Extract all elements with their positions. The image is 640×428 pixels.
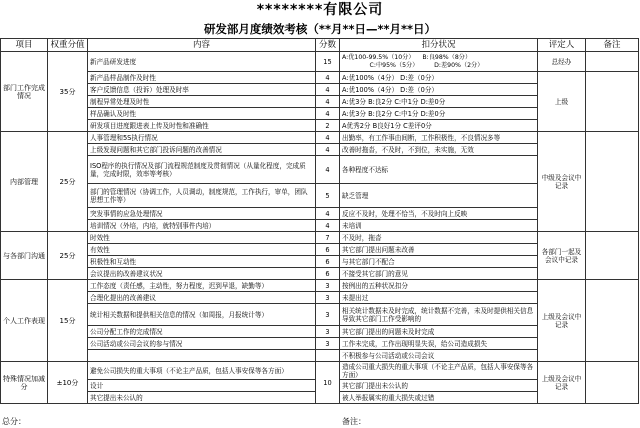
item-content: 设计 [88, 380, 316, 392]
item-score: 3 [316, 280, 340, 292]
remark-cell[interactable] [586, 280, 639, 362]
item-content: 样品确认及时性 [88, 108, 316, 120]
item-deduction: A优秀2分 B良好1分 C差评0分 [340, 120, 538, 132]
item-deduction: 反应不及时，处理不恰当，不及时向上反映 [340, 208, 538, 220]
header-weight: 权重分值 [48, 39, 88, 52]
note-label: 备注： [342, 417, 366, 426]
group-weight: 15分 [48, 280, 88, 362]
item-content: 新产品研发进度 [88, 52, 316, 72]
remark-cell[interactable] [586, 72, 639, 132]
header-score: 分数 [316, 39, 340, 52]
remark-cell[interactable] [586, 132, 639, 232]
item-score: 4 [316, 132, 340, 144]
item-content: 公司活动或公司会议的参与情况 [88, 338, 316, 350]
reviewer: 上级及会议中记录 [538, 280, 586, 362]
item-content: 培训情况（外培，内培，就特别事件内培） [88, 220, 316, 232]
item-score: 3 [316, 304, 340, 326]
item-deduction: 按例出的五种状况扣分 [340, 280, 538, 292]
item-deduction: 其它部门提出问题未改善 [340, 244, 538, 256]
item-deduction: 不积极参与公司活动或公司会议 [340, 350, 538, 362]
item-content: 突发事情的应急处理情况 [88, 208, 316, 220]
item-content: 研发项目进度跟进表上传及时性和准确性 [88, 120, 316, 132]
item-score: 6 [316, 256, 340, 268]
group-weight: 35分 [48, 52, 88, 132]
item-content: 合理化提出的改善建议 [88, 292, 316, 304]
item-content: 避免公司损失的重大事项（不论主产品质，包括人事安保等各方面） [88, 362, 316, 380]
item-content [88, 350, 316, 362]
total-label: 总分： [2, 417, 26, 426]
reviewer: 各部门一起及会议中记录 [538, 232, 586, 280]
reviewer: 中级及会议中记录 [538, 132, 586, 232]
evaluation-table [0, 38, 639, 404]
item-deduction: 未提出过 [340, 292, 538, 304]
header-content: 内容 [88, 39, 316, 52]
reviewer: 上级 [538, 72, 586, 132]
header-remark: 备注 [586, 39, 639, 52]
group-name: 个人工作表现 [1, 280, 48, 362]
item-content: 积极性和互动性 [88, 256, 316, 268]
item-deduction: 造成公司重大损失的重大事项（不论主产品质，包括人事安保等各方面） [340, 362, 538, 380]
item-deduction: 相关统计数据未及时完成，统计数据不完善，未及时提供相关信息导致其它部门工作受影响的 [340, 304, 538, 326]
item-deduction: 工作未完成，工作出现明显失误，给公司造成损失 [340, 338, 538, 350]
item-content: 制程异常处理及时性 [88, 96, 316, 108]
item-content: 时效性 [88, 232, 316, 244]
item-deduction: 改善时拖沓，不及时，不到位，未实施，无效 [340, 144, 538, 156]
item-content: 会议提出的改善建议状况 [88, 268, 316, 280]
reviewer: 上级及会议中记录 [538, 362, 586, 404]
remark-cell[interactable] [586, 362, 639, 404]
item-deduction: 未培训 [340, 220, 538, 232]
item-score: 7 [316, 232, 340, 244]
item-content: 新产品样品制作及时性 [88, 72, 316, 84]
item-deduction: 缺乏管理 [340, 184, 538, 208]
group-name: 内部管理 [1, 132, 48, 232]
item-content: 有效性 [88, 244, 316, 256]
item-content: 统计相关数据和提供相关信息的情况（如周报，月报统计等） [88, 304, 316, 326]
item-score: 4 [316, 96, 340, 108]
item-content: ISO程序的执行情况及部门流程规范制度及贯彻情况（从量化程度，完成质量，完成时限，效率等考核） [88, 156, 316, 184]
item-score: 6 [316, 244, 340, 256]
company-name: ********有限公司 [256, 2, 384, 18]
item-content: 工作态度（责任感，主动性，努力程度，迟到早退，缺勤等） [88, 280, 316, 292]
item-deduction: A:优100-99.5%（10分） B:良98%（8分） C:中95%（5分） D:差90%（2分） [340, 52, 538, 72]
reviewer: 总经办 [538, 52, 586, 72]
header-project: 项目 [1, 39, 48, 52]
item-deduction: 不接受其它部门的意见 [340, 268, 538, 280]
item-deduction: 各种程度不达标 [340, 156, 538, 184]
remark-cell[interactable] [586, 52, 639, 72]
item-score: 4 [316, 84, 340, 96]
item-content: 客户反馈信息（投诉）处理及时率 [88, 84, 316, 96]
item-score: 6 [316, 268, 340, 280]
remark-cell[interactable] [586, 232, 639, 280]
item-content: 其它提出未公认的 [88, 392, 316, 404]
group-weight: 25分 [48, 132, 88, 232]
item-deduction: A:优100%（4分） D:差（0分） [340, 72, 538, 84]
group-name: 特殊情况加减分 [1, 362, 48, 404]
item-deduction: 被人举报属实的重大损失或过错 [340, 392, 538, 404]
group-name: 与各部门沟通 [1, 232, 48, 280]
item-score: 4 [316, 156, 340, 184]
group-weight: ±10分 [48, 362, 88, 404]
item-score: 5 [316, 184, 340, 208]
item-content: 公司分配工作的完成情况 [88, 326, 316, 338]
item-score: 4 [316, 208, 340, 220]
item-content: 人事管理和5S执行情况 [88, 132, 316, 144]
item-score: 10 [316, 362, 340, 404]
item-score: 4 [316, 144, 340, 156]
item-score: 4 [316, 108, 340, 120]
item-content: 上级发现问题和其它部门投诉问题的改善情况 [88, 144, 316, 156]
item-score: 15 [316, 52, 340, 72]
item-deduction: 其它部门提出未公认的 [340, 380, 538, 392]
item-score [316, 350, 340, 362]
item-content: 部门的管理情况（协调工作，人员调动，制度规范，工作执行，审单，团队思想工作等） [88, 184, 316, 208]
item-score: 2 [316, 120, 340, 132]
item-deduction: A:优100%（4分） D:差（0分） [340, 84, 538, 96]
item-score: 3 [316, 326, 340, 338]
group-weight: 25分 [48, 232, 88, 280]
item-deduction: 不及时，拖沓 [340, 232, 538, 244]
item-deduction: 与其它部门不配合 [340, 256, 538, 268]
header-deduction: 扣分状况 [340, 39, 538, 52]
item-deduction: 其它部门提出的问题未及时完成 [340, 326, 538, 338]
item-score: 4 [316, 72, 340, 84]
group-name: 部门工作完成情况 [1, 52, 48, 132]
item-score: 3 [316, 292, 340, 304]
item-score: 3 [316, 338, 340, 350]
footer-row [0, 416, 640, 428]
item-deduction: 出勤率，有工作事由间断，工作积极性，不良情况多等 [340, 132, 538, 144]
header-reviewer: 评定人 [538, 39, 586, 52]
sheet-title: 研发部月度绩效考核（**月**日—**月**日） [203, 22, 437, 36]
item-deduction: A:优3分 B:良2分 C:中1分 D:差0分 [340, 108, 538, 120]
item-score: 4 [316, 220, 340, 232]
item-deduction: A:优3分 B:良2分 C:中1分 D:差0分 [340, 96, 538, 108]
